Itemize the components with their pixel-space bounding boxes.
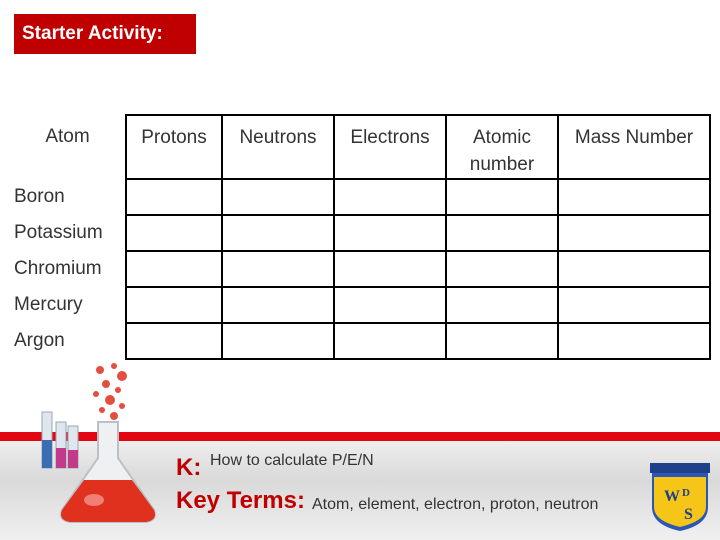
key-terms-list: Atom, element, electron, proton, neutron <box>312 496 599 513</box>
table-cell[interactable] <box>334 251 446 287</box>
table-cell[interactable] <box>126 287 222 323</box>
table-cell[interactable] <box>222 215 334 251</box>
table-cell[interactable] <box>446 287 558 323</box>
table-cell[interactable] <box>558 179 710 215</box>
svg-text:S: S <box>684 506 693 523</box>
table-cell[interactable] <box>222 251 334 287</box>
table-cell[interactable] <box>334 179 446 215</box>
column-header: Atomic number <box>446 115 558 179</box>
table-cell[interactable] <box>334 323 446 359</box>
row-label: Potassium <box>14 222 103 243</box>
column-header: Electrons <box>334 115 446 179</box>
table-cell[interactable] <box>334 287 446 323</box>
svg-text:D: D <box>682 487 690 499</box>
table-cell[interactable] <box>446 215 558 251</box>
k-label: K: <box>176 454 202 481</box>
row-label: Argon <box>14 330 65 351</box>
table-row <box>10 215 710 251</box>
table-cell[interactable] <box>126 179 222 215</box>
table-cell[interactable] <box>446 251 558 287</box>
starter-activity-title: Starter Activity: <box>22 23 163 44</box>
atom-properties-table <box>10 114 711 360</box>
row-label: Boron <box>14 186 65 207</box>
table-cell[interactable] <box>558 323 710 359</box>
svg-text:W: W <box>664 488 680 505</box>
chemistry-flask-icon <box>22 360 192 530</box>
table-row <box>10 323 710 359</box>
table-row <box>10 251 710 287</box>
column-header: Mass Number <box>558 115 710 179</box>
row-label: Chromium <box>14 258 102 279</box>
table-cell[interactable] <box>222 287 334 323</box>
school-crest-logo <box>650 463 710 533</box>
table-cell[interactable] <box>558 251 710 287</box>
table-header-row <box>10 115 710 179</box>
table-cell[interactable] <box>446 323 558 359</box>
table-cell[interactable] <box>334 215 446 251</box>
table-cell[interactable] <box>126 215 222 251</box>
column-header: Atom <box>45 126 90 147</box>
column-header: Protons <box>126 115 222 179</box>
table-cell[interactable] <box>126 323 222 359</box>
table-row <box>10 287 710 323</box>
k-description: How to calculate P/E/N <box>210 452 374 469</box>
table-row <box>10 179 710 215</box>
table-cell[interactable] <box>222 323 334 359</box>
key-terms-label: Key Terms: <box>176 487 305 514</box>
column-header: Neutrons <box>222 115 334 179</box>
table-cell[interactable] <box>558 215 710 251</box>
starter-activity-banner <box>14 14 196 54</box>
table-cell[interactable] <box>222 179 334 215</box>
table-cell[interactable] <box>446 179 558 215</box>
table-cell[interactable] <box>558 287 710 323</box>
row-label: Mercury <box>14 294 83 315</box>
table-cell[interactable] <box>126 251 222 287</box>
